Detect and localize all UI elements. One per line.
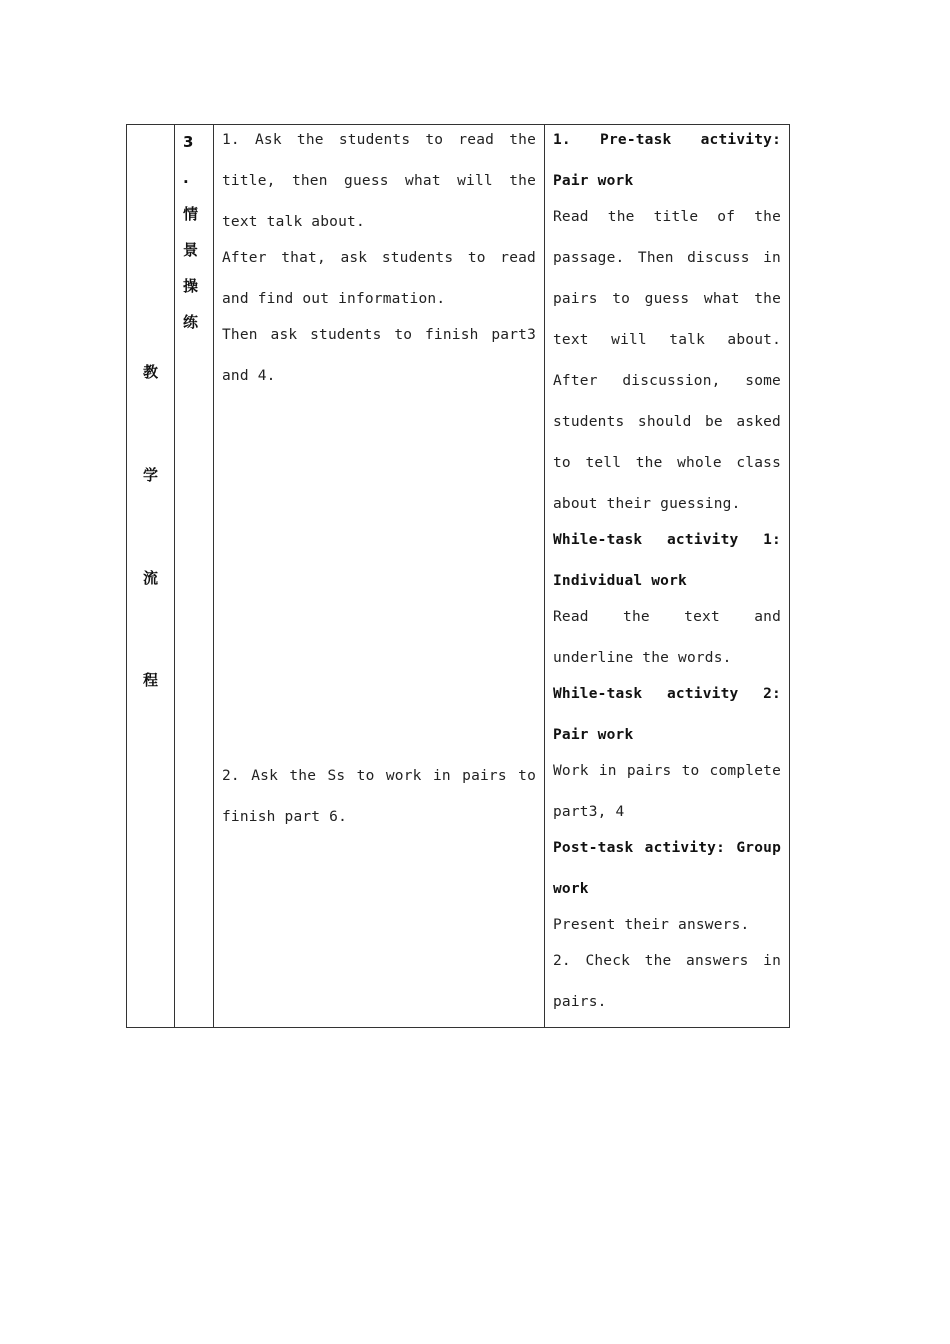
section-label bbox=[127, 125, 174, 1027]
teacher-activities bbox=[222, 125, 536, 825]
section-char: 流 bbox=[142, 569, 158, 587]
step-char: 情 bbox=[183, 205, 199, 223]
column-divider bbox=[213, 125, 214, 1027]
teacher-step-1: 1. Ask the students to read the title, then guess what will the text talk about. bbox=[222, 132, 536, 230]
activity-text: Work in pairs to complete part3, 4 bbox=[553, 763, 781, 820]
step-char: . bbox=[183, 169, 189, 187]
section-char: 学 bbox=[142, 466, 158, 484]
activity-text: Read the title of the passage. Then discuss in pairs to guess what the text will talk about. After discussion, some students should be asked to tell the whole class about their guessing. bbox=[553, 209, 781, 512]
student-activities bbox=[553, 125, 781, 1023]
section-char: 教 bbox=[142, 363, 158, 381]
step-char: 3 bbox=[183, 133, 194, 151]
activity-heading: While-task activity 2: Pair work bbox=[553, 686, 781, 743]
lesson-table bbox=[126, 124, 790, 1028]
step-char: 练 bbox=[183, 313, 199, 331]
teacher-step-1b: After that, ask students to read and find out information. bbox=[222, 250, 536, 307]
step-label bbox=[175, 131, 213, 347]
activity-heading: Post-task activity: Group work bbox=[553, 840, 781, 897]
step-char: 景 bbox=[183, 241, 199, 259]
teacher-step-2: 2. Ask the Ss to work in pairs to finish part 6. bbox=[222, 768, 536, 825]
column-divider bbox=[544, 125, 545, 1027]
teacher-step-1c: Then ask students to finish part3 and 4. bbox=[222, 327, 536, 384]
activity-text: Read the text and underline the words. bbox=[553, 609, 781, 666]
section-char: 程 bbox=[142, 671, 158, 689]
step-char: 操 bbox=[183, 277, 199, 295]
activity-text: Present their answers. bbox=[553, 917, 750, 933]
activity-text: 2. Check the answers in pairs. bbox=[553, 953, 781, 1010]
activity-heading: While-task activity 1: Individual work bbox=[553, 532, 781, 589]
activity-heading: 1. Pre-task activity: Pair work bbox=[553, 132, 781, 189]
